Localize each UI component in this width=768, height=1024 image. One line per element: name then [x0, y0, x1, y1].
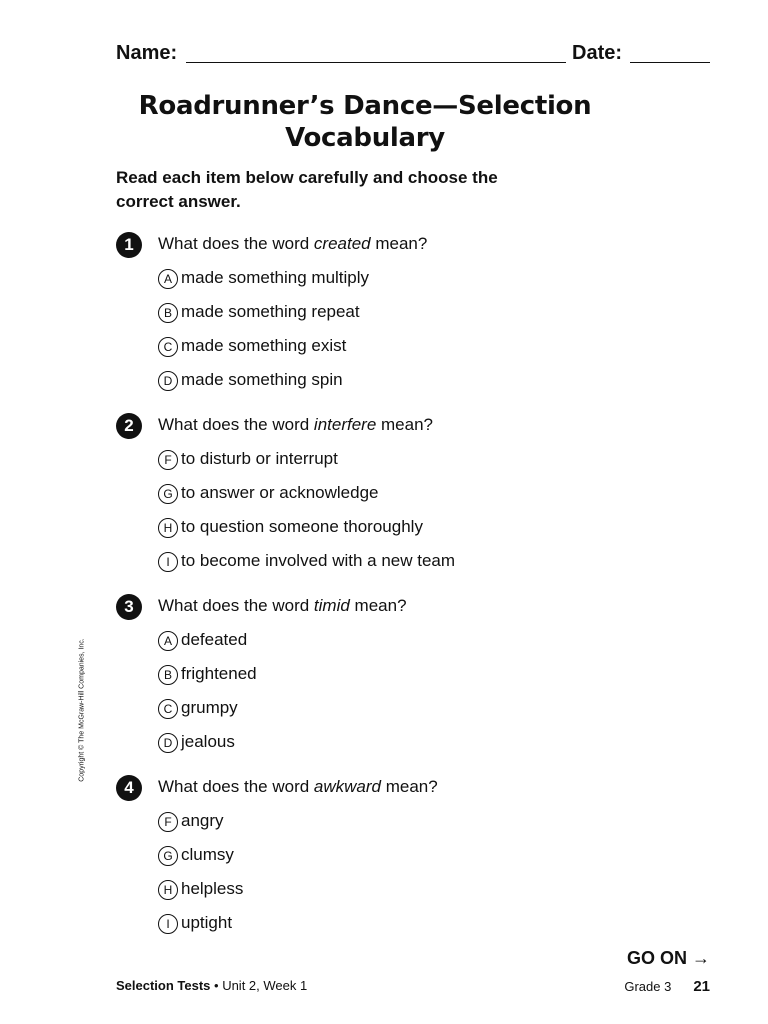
- answer-option[interactable]: [158, 630, 257, 664]
- vocabulary-word: created: [313, 234, 371, 253]
- answer-option[interactable]: [158, 879, 243, 913]
- answer-bubble[interactable]: A: [158, 269, 178, 289]
- answer-bubble[interactable]: B: [158, 665, 178, 685]
- answer-option[interactable]: [158, 551, 455, 585]
- answer-text: to become involved with a new team: [181, 551, 456, 570]
- answer-text: angry: [181, 811, 224, 830]
- question-prefix: What does the word: [158, 777, 314, 796]
- vocabulary-word: awkward: [313, 777, 382, 796]
- answer-text: made something multiply: [181, 268, 370, 287]
- question-suffix: mean?: [370, 234, 428, 253]
- title-line-1: Roadrunner’s Dance—Selection: [138, 91, 592, 121]
- instructions: Read each item below carefully and choose the correct answer.: [116, 168, 498, 211]
- answer-bubble[interactable]: D: [158, 371, 178, 391]
- answer-option[interactable]: [158, 664, 257, 698]
- footer-series: [116, 978, 307, 993]
- answer-bubble[interactable]: G: [158, 846, 178, 866]
- answer-bubble[interactable]: D: [158, 733, 178, 753]
- answer-text: jealous: [181, 732, 235, 751]
- answer-bubble[interactable]: A: [158, 631, 178, 651]
- name-label: Name:: [116, 42, 178, 64]
- answer-text: uptight: [181, 913, 233, 932]
- answer-text: made something spin: [181, 370, 343, 389]
- answer-text: to question someone thoroughly: [181, 517, 423, 536]
- answer-text: defeated: [181, 630, 248, 649]
- answer-option[interactable]: [158, 449, 455, 483]
- answer-bubble[interactable]: B: [158, 303, 178, 323]
- question-number-badge: 3: [116, 594, 142, 620]
- question-suffix: mean?: [349, 596, 407, 615]
- answer-text: helpless: [181, 879, 244, 898]
- footer-series-title: Selection Tests: [116, 978, 211, 993]
- answer-bubble[interactable]: F: [158, 450, 178, 470]
- answer-bubble[interactable]: G: [158, 484, 178, 504]
- answer-text: made something repeat: [181, 302, 360, 321]
- answer-text: to answer or acknowledge: [181, 483, 379, 502]
- answer-text: clumsy: [181, 845, 234, 864]
- answer-bubble[interactable]: C: [158, 699, 178, 719]
- page-number: 21: [693, 978, 710, 995]
- answer-option[interactable]: [158, 302, 369, 336]
- answer-option[interactable]: [158, 811, 243, 845]
- question-number-badge: 1: [116, 232, 142, 258]
- answer-bubble[interactable]: C: [158, 337, 178, 357]
- question-prefix: What does the word: [158, 234, 314, 253]
- name-field-line[interactable]: [186, 62, 566, 63]
- question-prefix: What does the word: [158, 596, 314, 615]
- answer-option[interactable]: [158, 268, 369, 302]
- date-field-line[interactable]: [630, 62, 710, 63]
- vocabulary-word: interfere: [313, 415, 377, 434]
- answer-option[interactable]: [158, 336, 369, 370]
- answer-option[interactable]: [158, 517, 455, 551]
- answer-options: [158, 268, 369, 404]
- question-suffix: mean?: [381, 777, 438, 796]
- answer-options: [158, 449, 455, 585]
- answer-options: [158, 811, 243, 947]
- question-text: [158, 777, 438, 797]
- copyright-notice: Copyright © The McGraw-Hill Companies, Inc.: [78, 638, 86, 782]
- question-text: [158, 234, 427, 254]
- footer-unit: Unit 2, Week 1: [222, 978, 308, 993]
- answer-text: to disturb or interrupt: [181, 449, 338, 468]
- answer-option[interactable]: [158, 698, 257, 732]
- answer-option[interactable]: [158, 845, 243, 879]
- question-number-badge: 4: [116, 775, 142, 801]
- answer-option[interactable]: [158, 913, 243, 947]
- answer-option[interactable]: [158, 483, 455, 517]
- name-date-header: [116, 40, 710, 70]
- question-prefix: What does the word: [158, 415, 314, 434]
- page-title: [120, 90, 610, 154]
- vocabulary-word: timid: [313, 596, 350, 615]
- question-number-badge: 2: [116, 413, 142, 439]
- title-line-2: Vocabulary: [285, 123, 445, 153]
- answer-options: [158, 630, 257, 766]
- go-on-label: GO ON →: [626, 948, 710, 968]
- question-text: [158, 596, 407, 616]
- footer-separator: •: [210, 978, 223, 993]
- footer-grade: Grade 3: [624, 979, 672, 994]
- answer-bubble[interactable]: I: [158, 914, 178, 934]
- answer-option[interactable]: [158, 732, 257, 766]
- answer-bubble[interactable]: I: [158, 552, 178, 572]
- answer-bubble[interactable]: H: [158, 880, 178, 900]
- question-suffix: mean?: [376, 415, 433, 434]
- answer-bubble[interactable]: H: [158, 518, 178, 538]
- answer-text: grumpy: [181, 698, 238, 717]
- answer-text: made something exist: [181, 336, 347, 355]
- date-label: Date:: [572, 42, 623, 64]
- question-text: [158, 415, 433, 435]
- answer-text: frightened: [181, 664, 257, 683]
- answer-bubble[interactable]: F: [158, 812, 178, 832]
- answer-option[interactable]: [158, 370, 369, 404]
- footer-grade-page: [624, 978, 710, 995]
